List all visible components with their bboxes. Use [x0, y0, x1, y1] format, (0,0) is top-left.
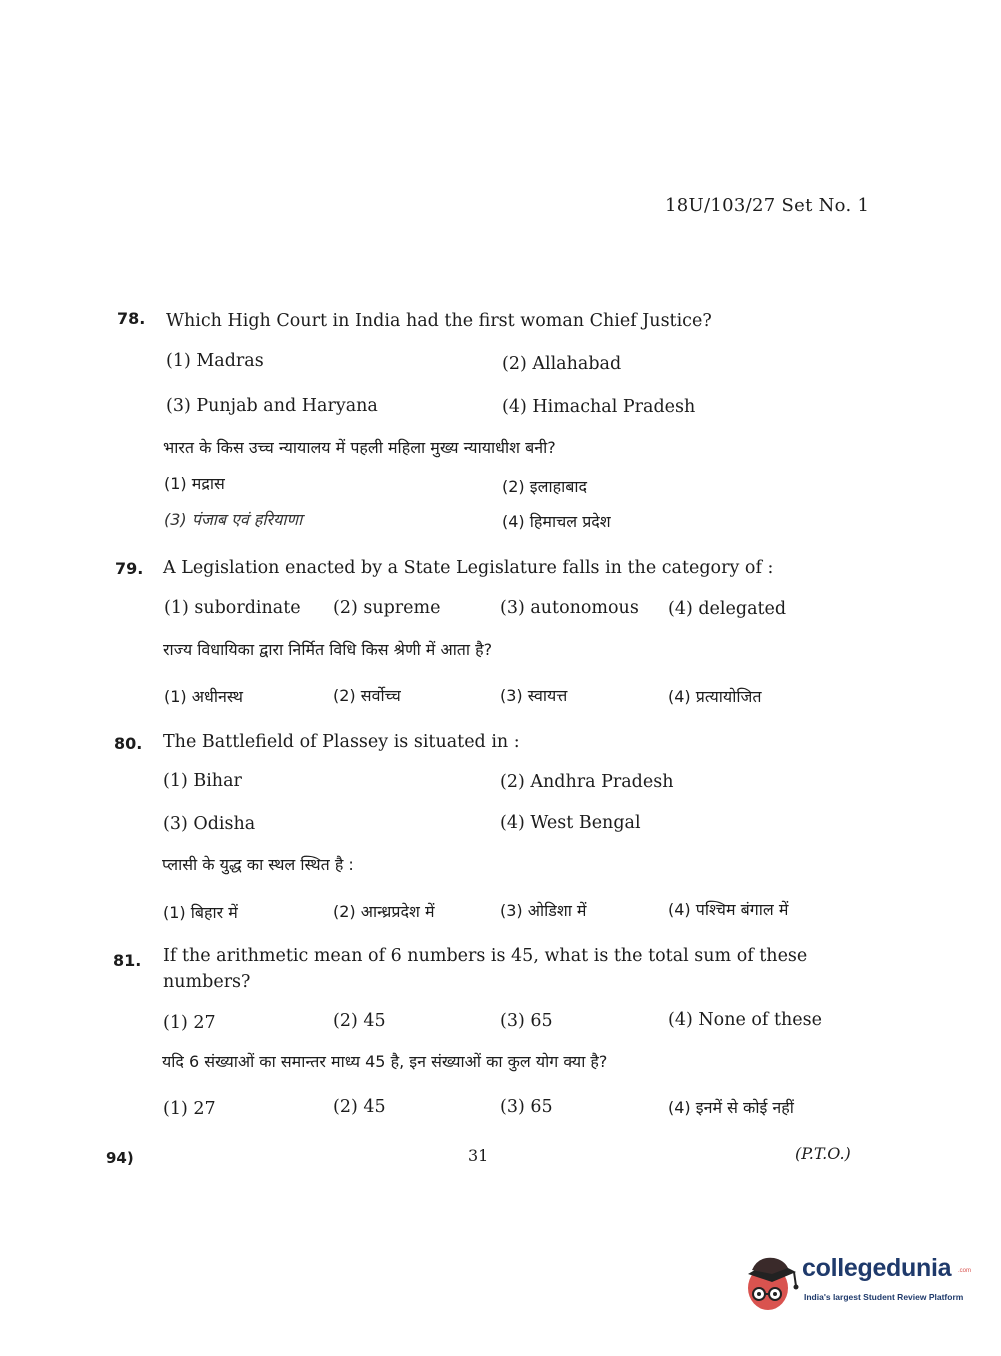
question-text-hi: यदि 6 संख्याओं का समान्तर माध्य 45 है, इन संख्याओं का कुल योग क्या है?: [162, 1052, 608, 1071]
option-hi-3: (3) स्वायत्त: [500, 686, 568, 705]
option-hi-4: (4) प्रत्यायोजित: [668, 687, 762, 706]
mascot-icon: [744, 1252, 802, 1314]
set-number: 18U/103/27 Set No. 1: [665, 195, 870, 216]
option-hi-1: (1) 27: [163, 1099, 216, 1119]
option-en-2: (2) 45: [333, 1011, 386, 1031]
option-en-4: (4) Himachal Pradesh: [502, 397, 696, 417]
option-hi-2: (2) सर्वोच्च: [333, 686, 401, 705]
question-text-en-line2: numbers?: [163, 972, 251, 992]
option-en-4: (4) delegated: [668, 599, 787, 619]
page-number: 31: [468, 1146, 489, 1165]
option-hi-4: (4) इनमें से कोई नहीं: [668, 1098, 794, 1117]
question-number: 81.: [113, 951, 142, 970]
option-en-1: (1) Bihar: [163, 771, 242, 791]
option-en-1: (1) Madras: [166, 351, 264, 371]
option-hi-1: (1) बिहार में: [163, 903, 238, 922]
question-text-en-line1: If the arithmetic mean of 6 numbers is 45, what is the total sum of these: [163, 946, 808, 966]
option-en-1: (1) subordinate: [164, 598, 301, 618]
question-text-hi: राज्य विधायिका द्वारा निर्मित विधि किस श्रेणी में आता है?: [163, 640, 493, 659]
option-hi-3: (3) 65: [500, 1097, 553, 1117]
question-text-hi: प्लासी के युद्ध का स्थल स्थित है :: [162, 855, 354, 874]
option-en-2: (2) supreme: [333, 598, 441, 618]
option-en-4: (4) West Bengal: [500, 813, 641, 833]
question-text-en: A Legislation enacted by a State Legislature falls in the category of :: [163, 558, 774, 578]
logo-tagline: India's largest Student Review Platform: [804, 1292, 964, 1302]
question-number: 79.: [115, 559, 144, 578]
question-number: 78.: [117, 309, 146, 328]
question-text-en: Which High Court in India had the first woman Chief Justice?: [166, 311, 712, 331]
question-text-en: The Battlefield of Plassey is situated in :: [163, 732, 520, 752]
footer-code: 94): [106, 1149, 134, 1167]
question-number: 80.: [114, 734, 143, 753]
option-hi-2: (2) आन्ध्रप्रदेश में: [333, 902, 435, 921]
option-hi-3: (3) ओडिशा में: [500, 901, 587, 920]
option-hi-2: (2) इलाहाबाद: [502, 477, 588, 496]
option-hi-3: (3) पंजाब एवं हरियाणा: [164, 510, 303, 529]
option-en-3: (3) autonomous: [500, 598, 639, 618]
logo-wordmark: collegedunia: [802, 1254, 952, 1282]
option-hi-2: (2) 45: [333, 1097, 386, 1117]
option-hi-4: (4) हिमाचल प्रदेश: [502, 512, 611, 531]
option-hi-1: (1) मद्रास: [164, 474, 225, 493]
option-hi-4: (4) पश्चिम बंगाल में: [668, 900, 789, 919]
option-en-4: (4) None of these: [668, 1010, 822, 1030]
option-en-3: (3) 65: [500, 1011, 553, 1031]
pto-label: (P.T.O.): [795, 1144, 851, 1163]
option-en-3: (3) Punjab and Haryana: [166, 396, 378, 416]
question-text-hi: भारत के किस उच्च न्यायालय में पहली महिला मुख्य न्यायाधीश बनी?: [163, 438, 556, 457]
option-hi-1: (1) अधीनस्थ: [164, 687, 243, 706]
option-en-2: (2) Allahabad: [502, 354, 622, 374]
option-en-2: (2) Andhra Pradesh: [500, 772, 674, 792]
logo-suffix: .com: [958, 1268, 972, 1274]
option-en-3: (3) Odisha: [163, 814, 256, 834]
collegedunia-logo[interactable]: [744, 1252, 974, 1314]
option-en-1: (1) 27: [163, 1013, 216, 1033]
